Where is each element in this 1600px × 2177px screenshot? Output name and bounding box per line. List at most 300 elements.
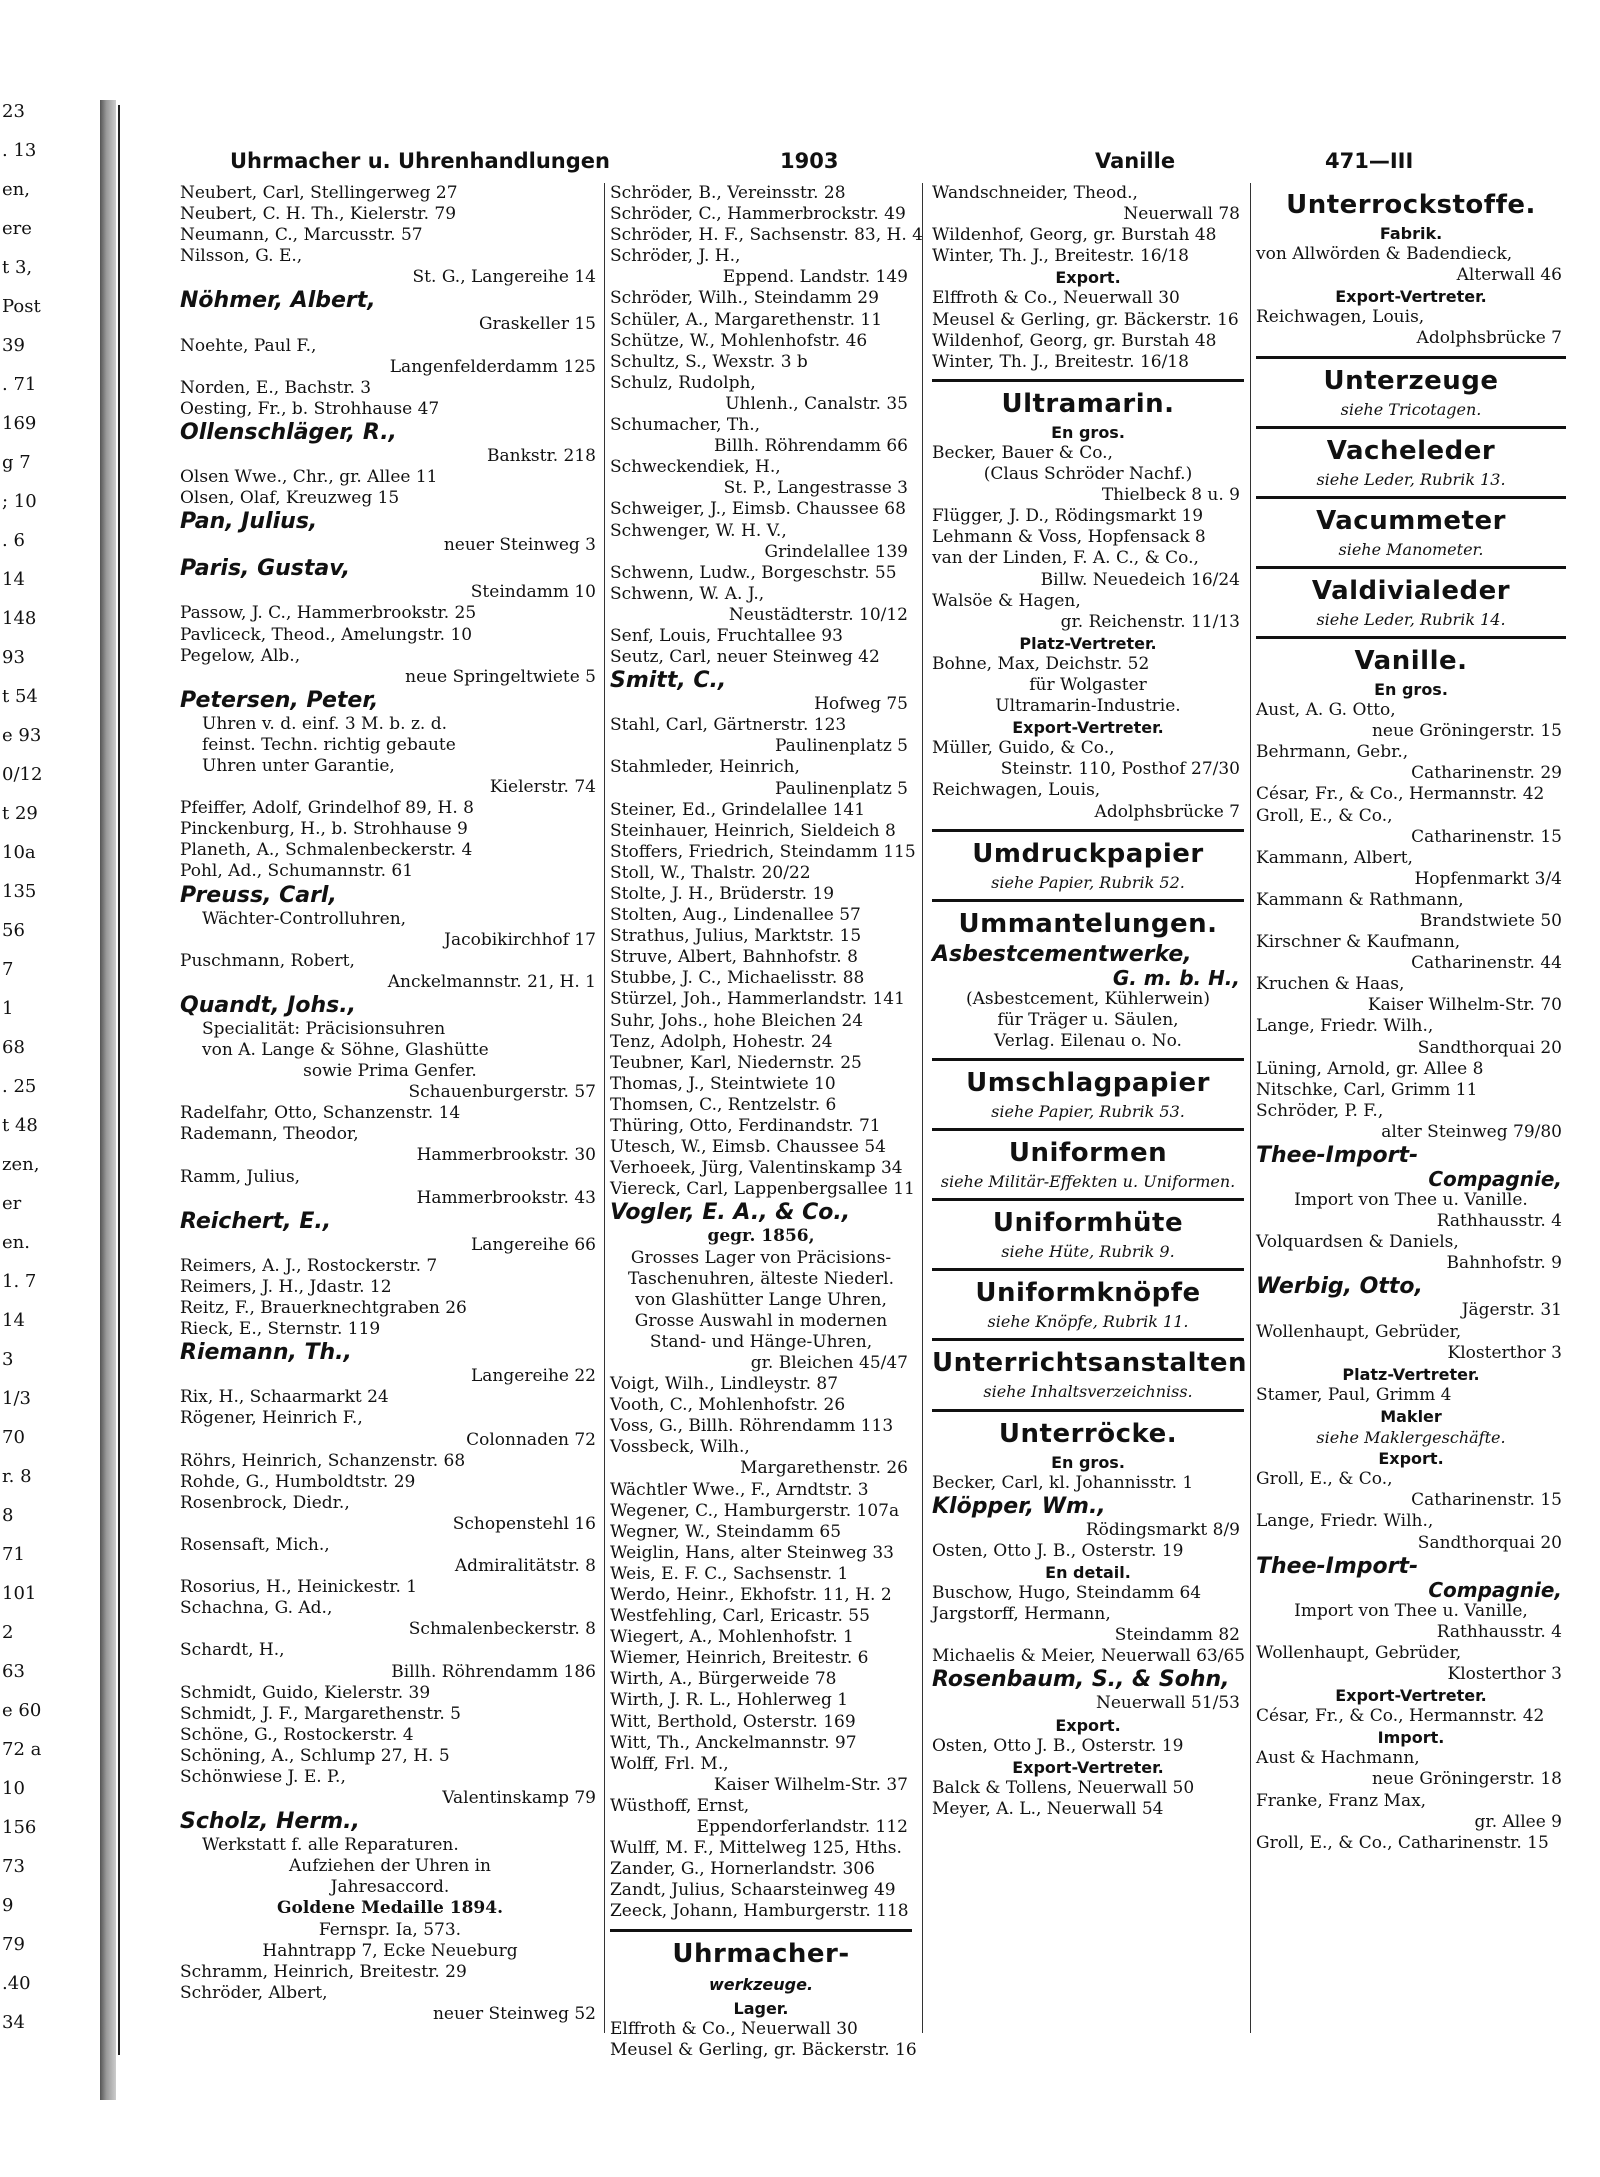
subheading: Export. [1055, 268, 1121, 288]
directory-entry: Pfeiffer, Adolf, Grindelhof 89, H. 8 [180, 798, 474, 819]
directory-entry: Groll, E., & Co., [1256, 1469, 1393, 1490]
margin-fragment: t 3, [2, 257, 33, 278]
directory-entry: Olsen, Olaf, Kreuzweg 15 [180, 488, 400, 509]
subheading: En gros. [1374, 679, 1448, 699]
margin-fragment: e 93 [2, 725, 42, 746]
directory-entry: Schwenn, Ludw., Borgeschstr. 55 [610, 562, 897, 583]
directory-entry: Neustädterstr. 10/12 [728, 604, 908, 625]
directory-entry: Schauenburgerstr. 57 [408, 1082, 596, 1103]
directory-entry: sowie Prima Genfer. [303, 1061, 477, 1082]
directory-entry: Suhr, Johs., hohe Bleichen 24 [610, 1010, 864, 1031]
margin-fragment: Post [2, 296, 41, 317]
column-4 [1256, 183, 1566, 2033]
directory-entry: Eppendorferlandstr. 112 [696, 1817, 908, 1838]
directory-entry: Admiralitätstr. 8 [454, 1556, 596, 1577]
directory-entry: Voss, G., Billh. Röhrendamm 113 [610, 1416, 894, 1437]
directory-entry: Schröder, H. F., Sachsenstr. 83, H. 4 [610, 225, 923, 246]
directory-entry: Steinhauer, Heinrich, Sieldeich 8 [610, 820, 896, 841]
directory-entry: Pavliceck, Theod., Amelungstr. 10 [180, 624, 473, 645]
featured-entry: Petersen, Peter, [180, 687, 379, 713]
subheading: En gros. [1051, 1452, 1125, 1472]
margin-fragment: g 7 [2, 452, 31, 473]
subheading: Export-Vertreter. [1012, 1757, 1164, 1777]
directory-entry: Adolphsbrücke 7 [1416, 328, 1562, 349]
directory-entry: Viereck, Carl, Lappenbergsallee 11 [610, 1179, 915, 1200]
column-3 [932, 183, 1248, 2033]
directory-entry: Winter, Th. J., Breitestr. 16/18 [932, 246, 1189, 267]
directory-entry: Schmidt, J. F., Margarethenstr. 5 [180, 1703, 461, 1724]
margin-fragment: 71 [2, 1544, 25, 1565]
directory-entry: neuer Steinweg 52 [432, 2003, 596, 2024]
directory-entry: Wegener, C., Hamburgerstr. 107a [610, 1500, 900, 1521]
directory-entry: Weiglin, Hans, alter Steinweg 33 [610, 1542, 894, 1563]
directory-entry: Flügger, J. D., Rödingsmarkt 19 [932, 506, 1204, 527]
directory-entry: Lüning, Arnold, gr. Allee 8 [1256, 1058, 1484, 1079]
directory-entry: Schweiger, J., Eimsb. Chaussee 68 [610, 499, 906, 520]
directory-entry: Kruchen & Haas, [1256, 974, 1405, 995]
directory-entry: Lange, Friedr. Wilh., [1256, 1511, 1434, 1532]
directory-entry: Schopenstehl 16 [452, 1513, 596, 1534]
directory-entry: für Wolgaster [1029, 674, 1147, 695]
cross-reference: siehe Knöpfe, Rubrik 11. [987, 1312, 1189, 1332]
directory-entry: Thomas, J., Steintwiete 10 [610, 1073, 836, 1094]
margin-fragment: ere [2, 218, 32, 239]
directory-entry: César, Fr., & Co., Hermannstr. 42 [1256, 784, 1545, 805]
margin-fragment: 10a [2, 842, 36, 863]
directory-entry: Stand- und Hänge-Uhren, [649, 1331, 873, 1352]
directory-entry: van der Linden, F. A. C., & Co., [932, 548, 1199, 569]
directory-entry: Wiegert, A., Mohlenhofstr. 1 [610, 1627, 854, 1648]
cross-reference: siehe Leder, Rubrik 14. [1316, 609, 1506, 629]
directory-entry: Balck & Tollens, Neuerwall 50 [932, 1777, 1195, 1798]
directory-entry: Brandstwiete 50 [1419, 910, 1562, 931]
margin-fragment: 72 a [2, 1739, 42, 1760]
directory-entry: Verlag. Eilenau o. No. [994, 1031, 1182, 1051]
directory-entry: Zandt, Julius, Schaarsteinweg 49 [610, 1880, 896, 1901]
directory-entry: Goldene Medaille 1894. [277, 1898, 503, 1919]
margin-fragment: . 6 [2, 530, 25, 551]
directory-entry: gr. Bleichen 45/47 [750, 1352, 908, 1373]
directory-entry: Hahntrapp 7, Ecke Neueburg [262, 1940, 518, 1961]
header-keyword: Vanille [1095, 149, 1176, 173]
margin-fragment: 1 [2, 998, 14, 1019]
directory-entry: Sandthorquai 20 [1417, 1037, 1562, 1058]
directory-entry: Kaiser Wilhelm-Str. 37 [713, 1774, 908, 1795]
margin-fragment: 79 [2, 1934, 25, 1955]
featured-entry: Ollenschläger, R., [180, 419, 397, 445]
directory-entry: Rix, H., Schaarmarkt 24 [180, 1387, 389, 1408]
margin-fragment: ; 10 [2, 491, 37, 512]
directory-entry: von A. Lange & Söhne, Glashütte [202, 1040, 489, 1060]
directory-entry: Hopfenmarkt 3/4 [1414, 868, 1562, 889]
directory-entry: Reimers, J. H., Jdastr. 12 [180, 1276, 392, 1297]
directory-entry: Jahresaccord. [330, 1877, 450, 1898]
margin-fragment: 169 [2, 413, 37, 434]
directory-entry: Hammerbrookstr. 43 [416, 1187, 596, 1208]
featured-entry: Smitt, C., [610, 668, 727, 694]
directory-entry: Grosse Auswahl in modernen [634, 1310, 888, 1331]
featured-entry: Vogler, E. A., & Co., [610, 1200, 851, 1226]
directory-entry: Wollenhaupt, Gebrüder, [1256, 1321, 1462, 1342]
directory-entry: Langereihe 22 [471, 1366, 596, 1387]
directory-entry: Reichwagen, Louis, [932, 780, 1101, 801]
featured-entry: Quandt, Johs., [180, 992, 356, 1018]
directory-entry: Billh. Röhrendamm 186 [391, 1661, 596, 1682]
directory-entry: Meusel & Gerling, gr. Bäckerstr. 16 [610, 2039, 917, 2060]
header-page-number: 471—III [1325, 149, 1414, 173]
directory-entry: Klosterthor 3 [1447, 1663, 1562, 1684]
directory-entry: Thomsen, C., Rentzelstr. 6 [610, 1094, 837, 1115]
margin-fragment: 39 [2, 335, 25, 356]
directory-entry: Utesch, W., Eimsb. Chaussee 54 [610, 1137, 886, 1158]
directory-entry: Pohl, Ad., Schumannstr. 61 [180, 861, 414, 882]
directory-entry: Schöne, G., Rostockerstr. 4 [180, 1724, 414, 1745]
directory-entry: Neuerwall 51/53 [1095, 1693, 1240, 1714]
directory-entry: Kielerstr. 74 [489, 777, 596, 798]
directory-entry: Schüler, A., Margarethenstr. 11 [610, 309, 883, 330]
cross-reference: siehe Papier, Rubrik 52. [991, 872, 1185, 892]
directory-entry: neue Gröningerstr. 15 [1371, 721, 1562, 742]
directory-entry: Schöning, A., Schlump 27, H. 5 [180, 1745, 450, 1766]
directory-entry: Eppend. Landstr. 149 [722, 267, 908, 288]
directory-entry: St. P., Langestrasse 3 [723, 478, 908, 499]
directory-entry: Rathhausstr. 4 [1436, 1211, 1562, 1232]
category-heading: Valdivialeder [1256, 566, 1566, 609]
cross-reference: siehe Hüte, Rubrik 9. [1001, 1242, 1175, 1262]
margin-fragment: 8 [2, 1505, 14, 1526]
directory-entry: Witt, Th., Anckelmannstr. 97 [610, 1732, 857, 1753]
directory-entry: Reimers, A. J., Rostockerstr. 7 [180, 1255, 438, 1276]
directory-entry: Stahl, Carl, Gärtnerstr. 123 [610, 715, 847, 736]
directory-entry: Zeeck, Johann, Hamburgerstr. 118 [610, 1901, 909, 1922]
directory-entry: Franke, Franz Max, [1256, 1790, 1427, 1811]
directory-entry: Osten, Otto J. B., Osterstr. 19 [932, 1735, 1184, 1756]
directory-entry: Noehte, Paul F., [180, 335, 317, 356]
category-heading: Umdruckpapier [932, 829, 1244, 872]
margin-fragment: en, [2, 179, 30, 200]
category-heading: Vanille. [1256, 636, 1566, 679]
directory-entry: Pegelow, Alb., [180, 645, 301, 666]
directory-entry: Paulinenplatz 5 [774, 778, 908, 799]
directory-entry: Becker, Bauer & Co., [932, 442, 1113, 463]
category-heading: Unterzeuge [1256, 356, 1566, 399]
directory-entry: Schröder, Wilh., Steindamm 29 [610, 288, 879, 309]
directory-entry: Groll, E., & Co., Catharinenstr. 15 [1256, 1832, 1549, 1853]
cross-reference: siehe Papier, Rubrik 53. [991, 1102, 1185, 1122]
featured-entry: Rosenbaum, S., & Sohn, [932, 1667, 1230, 1693]
cross-reference: siehe Leder, Rubrik 13. [1316, 469, 1506, 489]
directory-entry: Langenfelderdamm 125 [389, 356, 596, 377]
directory-entry: Steindamm 82 [1114, 1625, 1240, 1646]
directory-entry: Stolte, J. H., Brüderstr. 19 [610, 884, 835, 904]
directory-entry: Wandschneider, Theod., [932, 183, 1138, 203]
directory-entry: Rieck, E., Sternstr. 119 [180, 1319, 381, 1340]
margin-fragment: 101 [2, 1583, 37, 1604]
directory-entry: Graskeller 15 [478, 314, 596, 335]
directory-entry: Lange, Friedr. Wilh., [1256, 1016, 1434, 1037]
subheading: Export. [1378, 1449, 1444, 1469]
column-rule [604, 183, 605, 2033]
directory-entry: neuer Steinweg 3 [443, 535, 596, 556]
directory-entry: Rohde, G., Humboldtstr. 29 [180, 1471, 416, 1492]
column-2 [610, 183, 923, 2060]
directory-entry: Rathhausstr. 4 [1436, 1621, 1562, 1642]
category-heading: Vacummeter [1256, 496, 1566, 539]
column-rule [922, 183, 923, 2033]
directory-page [118, 105, 1570, 2060]
subheading: Import. [1377, 1728, 1445, 1748]
margin-fragment: 3 [2, 1349, 14, 1370]
directory-entry: Schröder, Albert, [180, 1982, 328, 2003]
margin-fragment: en. [2, 1232, 30, 1253]
margin-fragment: 93 [2, 647, 25, 668]
margin-fragment: 56 [2, 920, 25, 941]
subheading: Platz-Vertreter. [1019, 633, 1157, 653]
margin-fragment: 14 [2, 1310, 25, 1331]
margin-fragment: 156 [2, 1817, 37, 1838]
directory-entry: Rademann, Theodor, [180, 1124, 359, 1145]
directory-entry: Wolff, Frl. M., [610, 1753, 729, 1774]
directory-entry: Werkstatt f. alle Reparaturen. [202, 1835, 459, 1856]
margin-fragment: 63 [2, 1661, 25, 1682]
featured-entry: Klöpper, Wm., [932, 1493, 1106, 1519]
featured-entry: Werbig, Otto, [1256, 1274, 1423, 1300]
directory-entry: Stamer, Paul, Grimm 4 [1256, 1384, 1452, 1405]
directory-entry: Schütze, W., Mohlenhofstr. 46 [610, 330, 868, 351]
directory-entry: Schröder, P. F., [1256, 1100, 1384, 1121]
directory-entry: Specialität: Präcisionsuhren [202, 1018, 446, 1039]
directory-entry: gegr. 1856, [707, 1226, 815, 1247]
margin-fragment: . 25 [2, 1076, 37, 1097]
directory-entry: Zander, G., Hornerlandstr. 306 [610, 1859, 875, 1880]
directory-entry: Werdo, Heinr., Ekhofstr. 11, H. 2 [610, 1585, 892, 1605]
margin-fragment: 9 [2, 1895, 14, 1916]
category-heading: Unterrichtsanstalten [932, 1338, 1244, 1381]
subheading: Export-Vertreter. [1335, 287, 1487, 307]
book-gutter [100, 100, 116, 2100]
directory-entry: Aust & Hachmann, [1256, 1748, 1420, 1769]
directory-entry: Hofweg 75 [814, 694, 908, 715]
directory-entry: Walsöe & Hagen, [932, 590, 1081, 611]
directory-entry: Adolphsbrücke 7 [1094, 801, 1240, 822]
directory-entry: Passow, J. C., Hammerbrookstr. 25 [180, 603, 477, 624]
subheading: Export. [1055, 1715, 1121, 1735]
directory-entry: Schardt, H., [180, 1640, 285, 1661]
directory-entry: Rögener, Heinrich F., [180, 1408, 363, 1429]
directory-entry: von Allwörden & Badendieck, [1256, 244, 1513, 265]
directory-entry: Schröder, B., Vereinsstr. 28 [610, 183, 846, 203]
directory-entry: Neubert, Carl, Stellingerweg 27 [180, 183, 458, 203]
directory-entry: Struve, Albert, Bahnhofstr. 8 [610, 947, 858, 968]
directory-entry: neue Gröningerstr. 18 [1371, 1769, 1562, 1790]
directory-entry: G. m. b. H., [1112, 965, 1240, 990]
margin-fragment: 14 [2, 569, 25, 590]
margin-fragment: 73 [2, 1856, 25, 1877]
directory-entry: Valentinskamp 79 [442, 1788, 596, 1809]
featured-entry: Reichert, E., [180, 1208, 332, 1234]
directory-entry: Margarethenstr. 26 [740, 1458, 908, 1479]
directory-entry: Anckelmannstr. 21, H. 1 [387, 971, 596, 992]
directory-entry: Schweckendiek, H., [610, 457, 781, 478]
directory-entry: Grosses Lager von Präcisions- [630, 1247, 892, 1268]
directory-entry: Import von Thee u. Vanille, [1294, 1600, 1528, 1621]
directory-entry: Elffroth & Co., Neuerwall 30 [610, 2018, 858, 2039]
margin-fragment: 68 [2, 1037, 25, 1058]
directory-entry: Stahmleder, Heinrich, [610, 757, 800, 778]
directory-entry: Becker, Carl, kl. Johannisstr. 1 [932, 1472, 1194, 1493]
directory-entry: Groll, E., & Co., [1256, 805, 1393, 826]
left-page-margin-fragments [0, 100, 100, 2050]
margin-fragment: 7 [2, 959, 14, 980]
directory-entry: für Träger u. Säulen, [997, 1009, 1179, 1030]
margin-fragment: . 71 [2, 374, 37, 395]
directory-entry: Schwenger, W. H. V., [610, 520, 787, 541]
featured-entry: Preuss, Carl, [180, 882, 337, 908]
directory-entry: Puschmann, Robert, [180, 950, 355, 971]
subheading: Makler [1380, 1406, 1442, 1426]
directory-entry: Ultramarin-Industrie. [995, 696, 1181, 717]
directory-entry: Schultz, S., Wexstr. 3 b [610, 351, 808, 372]
subheading: En gros. [1051, 422, 1125, 442]
directory-entry: Steinstr. 110, Posthof 27/30 [1000, 759, 1240, 780]
directory-entry: Schramm, Heinrich, Breitestr. 29 [180, 1961, 467, 1982]
directory-entry: gr. Reichenstr. 11/13 [1060, 611, 1240, 632]
directory-entry: Norden, E., Bachstr. 3 [180, 377, 372, 398]
margin-fragment: t 29 [2, 803, 38, 824]
category-heading: Unterröcke. [932, 1409, 1244, 1452]
directory-entry: Catharinenstr. 15 [1411, 826, 1562, 847]
directory-entry: Catharinenstr. 29 [1411, 763, 1562, 784]
cross-reference: siehe Inhaltsverzeichniss. [983, 1382, 1193, 1402]
directory-entry: Compagnie, [1428, 1577, 1562, 1602]
directory-entry: (Claus Schröder Nachf.) [983, 464, 1193, 485]
margin-fragment: zen, [2, 1154, 40, 1175]
directory-entry: Meyer, A. L., Neuerwall 54 [932, 1798, 1164, 1819]
directory-entry: Meusel & Gerling, gr. Bäckerstr. 16 [932, 309, 1239, 330]
directory-entry: Tenz, Adolph, Hohestr. 24 [610, 1031, 833, 1052]
featured-entry: Pan, Julius, [180, 509, 318, 535]
directory-entry: Neuerwall 78 [1123, 204, 1240, 225]
directory-entry: Vooth, C., Mohlenhofstr. 26 [610, 1395, 846, 1416]
directory-entry: Voigt, Wilh., Lindleystr. 87 [610, 1374, 839, 1395]
category-heading: Vacheleder [1256, 426, 1566, 469]
margin-fragment: 2 [2, 1622, 14, 1643]
directory-entry: Rosensaft, Mich., [180, 1534, 330, 1555]
directory-entry: Lehmann & Voss, Hopfensack 8 [932, 527, 1206, 548]
directory-entry: von Glashütter Lange Uhren, [635, 1289, 887, 1310]
directory-entry: Jacobikirchhof 17 [444, 929, 596, 950]
cross-reference: siehe Maklergeschäfte. [1316, 1428, 1506, 1448]
directory-entry: Bohne, Max, Deichstr. 52 [932, 653, 1150, 674]
directory-entry: Pinckenburg, H., b. Strohhause 9 [180, 819, 468, 840]
directory-entry: Reitz, F., Brauerknechtgraben 26 [180, 1298, 467, 1319]
directory-entry: Röhrs, Heinrich, Schanzenstr. 68 [180, 1450, 466, 1471]
directory-entry: Osten, Otto J. B., Osterstr. 19 [932, 1540, 1184, 1561]
directory-entry: Stoll, W., Thalstr. 20/22 [610, 862, 811, 883]
directory-entry: Bahnhofstr. 9 [1446, 1253, 1562, 1274]
directory-entry: Reichwagen, Louis, [1256, 307, 1425, 328]
directory-entry: Schulz, Rudolph, [610, 372, 756, 393]
margin-fragment: 10 [2, 1778, 25, 1799]
directory-entry: Compagnie, [1428, 1167, 1562, 1191]
featured-entry: Scholz, Herm., [180, 1809, 360, 1835]
margin-fragment: 23 [2, 101, 25, 122]
directory-entry: alter Steinweg 79/80 [1381, 1121, 1562, 1142]
margin-fragment: r. 8 [2, 1466, 32, 1487]
directory-entry: gr. Allee 9 [1474, 1811, 1562, 1832]
directory-entry: Winter, Th. J., Breitestr. 16/18 [932, 351, 1189, 372]
category-heading: Unterrockstoffe. [1286, 190, 1536, 220]
directory-entry: Nitschke, Carl, Grimm 11 [1256, 1079, 1478, 1100]
directory-entry: Wüsthoff, Ernst, [610, 1795, 750, 1816]
directory-entry: Wächtler Wwe., F., Arndtstr. 3 [610, 1479, 869, 1500]
directory-entry: Colonnaden 72 [466, 1429, 596, 1450]
directory-entry: Hammerbrookstr. 30 [416, 1145, 596, 1166]
column-1 [180, 183, 600, 2033]
directory-entry: feinst. Techn. richtig gebaute [202, 734, 456, 755]
margin-fragment: 1. 7 [2, 1271, 37, 1292]
directory-entry: Wildenhof, Georg, gr. Burstah 48 [932, 330, 1217, 351]
directory-entry: Steindamm 10 [470, 582, 596, 603]
featured-entry: Riemann, Th., [180, 1340, 352, 1366]
directory-entry: Bankstr. 218 [487, 445, 596, 466]
directory-entry: Sandthorquai 20 [1417, 1532, 1562, 1553]
directory-entry: Jägerstr. 31 [1461, 1300, 1562, 1321]
directory-entry: (Asbestcement, Kühlerwein) [966, 988, 1210, 1009]
margin-fragment: t 48 [2, 1115, 38, 1136]
category-heading: Umschlagpapier [932, 1058, 1244, 1101]
directory-entry: Olsen Wwe., Chr., gr. Allee 11 [180, 467, 438, 488]
directory-entry: Rödingsmarkt 8/9 [1085, 1519, 1240, 1540]
directory-entry: Wirth, J. R. L., Hohlerweg 1 [610, 1690, 849, 1711]
directory-entry: Witt, Berthold, Osterstr. 169 [610, 1711, 856, 1732]
directory-entry: Ramm, Julius, [180, 1166, 301, 1187]
directory-entry: Thüring, Otto, Ferdinandstr. 71 [610, 1116, 881, 1137]
directory-entry: Nilsson, G. E., [180, 246, 303, 267]
subheading: Export-Vertreter. [1012, 718, 1164, 738]
subheading: Platz-Vertreter. [1342, 1364, 1480, 1384]
column-rule [1250, 183, 1251, 2033]
margin-fragment: 148 [2, 608, 37, 629]
directory-entry: Schröder, C., Hammerbrockstr. 49 [610, 204, 906, 225]
directory-entry: Stoffers, Friedrich, Steindamm 115 [610, 841, 916, 862]
directory-entry: Taschenuhren, älteste Niederl. [628, 1268, 894, 1289]
subheading: Export-Vertreter. [1335, 1686, 1487, 1706]
directory-entry: Catharinenstr. 44 [1411, 953, 1562, 974]
margin-fragment: t 54 [2, 686, 38, 707]
directory-entry: Uhren v. d. einf. 3 M. b. z. d. [202, 713, 448, 734]
directory-entry: Neubert, C. H. Th., Kielerstr. 79 [180, 204, 457, 225]
directory-entry: Schumacher, Th., [610, 415, 761, 436]
featured-entry: Thee-Import- [1256, 1553, 1419, 1579]
directory-entry: Catharinenstr. 15 [1411, 1490, 1562, 1511]
category-heading: Uniformhüte [932, 1198, 1244, 1241]
featured-entry: Nöhmer, Albert, [180, 288, 376, 314]
directory-entry: César, Fr., & Co., Hermannstr. 42 [1256, 1706, 1545, 1727]
cross-reference: siehe Tricotagen. [1340, 399, 1482, 419]
directory-entry: Klosterthor 3 [1447, 1342, 1562, 1363]
directory-entry: Wächter-Controlluhren, [202, 908, 407, 929]
directory-entry: Kirschner & Kaufmann, [1256, 932, 1461, 953]
directory-entry: Aust, A. G. Otto, [1256, 700, 1396, 721]
directory-entry: Verhoeek, Jürg, Valentinskamp 34 [610, 1158, 903, 1179]
directory-entry: Schwenn, W. A. J., [610, 583, 765, 604]
directory-entry: Seutz, Carl, neuer Steinweg 42 [610, 647, 880, 668]
cross-reference: siehe Manometer. [1338, 539, 1484, 559]
directory-entry: Schmidt, Guido, Kielerstr. 39 [180, 1682, 431, 1703]
margin-fragment: er [2, 1193, 22, 1214]
category-heading: Ultramarin. [932, 379, 1244, 422]
